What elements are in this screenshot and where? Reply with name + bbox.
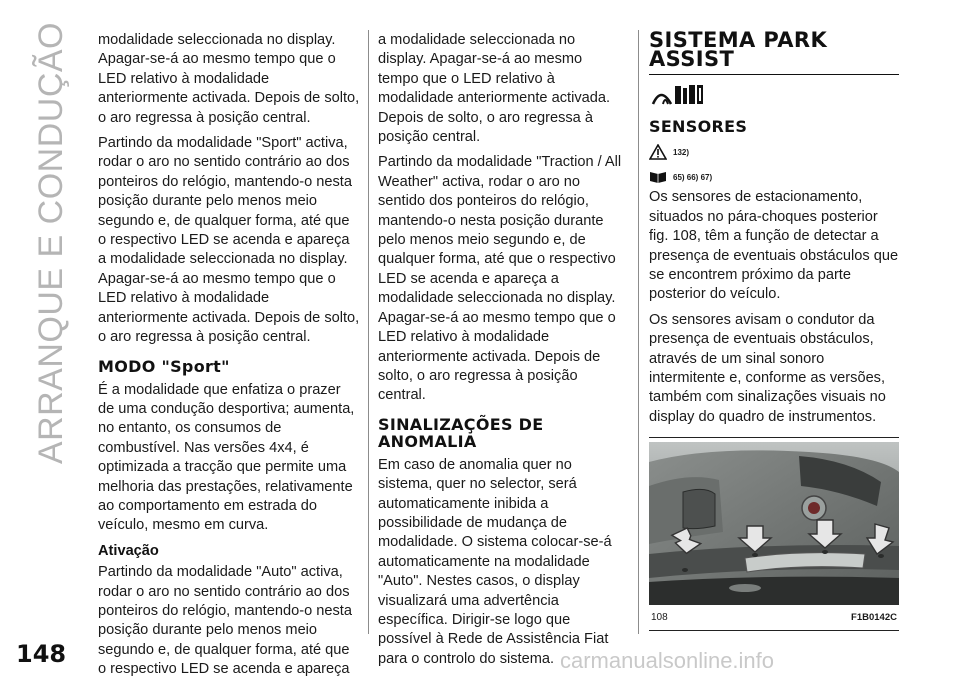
heading-modo-sport: MODO "Sport"	[98, 356, 230, 376]
watermark: carmanualsonline.info	[560, 648, 775, 673]
figure-bottom-rule	[649, 630, 899, 631]
figure-108	[649, 437, 899, 630]
column-divider	[368, 30, 369, 634]
paragraph: Partindo da modalidade "Traction / All Weather" activa, rodar o aro no sentido dos ponteiros do relógio, mantendo-o nesta posição durante pelo menos meio segundo e, de qualquer forma, até que o respectivo LED se acenda e apareça a modalidade seleccionada no display. Apagar-se-á ao mesmo tempo que o LED relativo à modalidade anteriormente activada. Depois de solto, o aro regressa à posição central.	[378, 154, 622, 404]
car-rear-bumper-image	[649, 442, 899, 605]
note-ref-text: 65) 66) 67)	[673, 172, 713, 182]
paragraph: Partindo da modalidade "Sport" activa, rodar o aro no sentido contrário ao dos ponteiros do relógio, mantendo-o nesta posição durante pelo menos meio segundo e, de qualquer forma, até que o respectivo LED se acenda e apareça a modalidade seleccionada no display. Apagar-se-á ao mesmo tempo que o LED relativo à modalidade anteriormente activada. Depois de solto, o aro regressa à posição central.	[98, 135, 360, 346]
column-3	[649, 28, 899, 631]
paragraph: Os sensores de estacionamento, situados no pára-choques posterior fig. 108, têm a função de detectar a presença de eventuais obstáculos que se encontrem próximo da parte posterior do veículo.	[649, 189, 899, 303]
park-assist-symbol-icon	[649, 81, 899, 109]
paragraph: É a modalidade que enfatiza o prazer de uma condução desportiva; aumenta, no entanto, os consumos de combustível. Nas versões 4x4, é optimizada a tracção que permite uma melhoria das prestações, relativamente ao comportamento em estrada do veículo, mesmo em curva.	[98, 381, 355, 534]
figure-caption	[649, 608, 899, 627]
section-title: SISTEMA PARK ASSIST	[649, 31, 899, 75]
paragraph: a modalidade seleccionada no display. Apagar-se-á ao mesmo tempo que o LED relativo à modalidade anteriormente activada. Depois de solto, o aro regressa à posição central.	[378, 32, 611, 146]
page-number: 148	[16, 640, 67, 668]
heading-sinalizacoes-anomalia: SINALIZAÇÕES DE ANOMALIA	[378, 414, 544, 451]
chapter-side-tab	[20, 18, 82, 465]
figure-code: F1B0142C	[851, 612, 897, 624]
heading-sensores: SENSORES	[649, 117, 748, 136]
paragraph: Os sensores avisam o condutor da presença de eventuais obstáculos, através de um sinal sonoro intermitente e, conforme as versões, também com sinalizações visuais no display do quadro de instrumentos.	[649, 311, 886, 425]
note-reference	[649, 164, 899, 188]
paragraph: Partindo da modalidade "Auto" activa, rodar o aro no sentido contrário ao dos ponteiros do relógio, mantendo-o nesta posição durante pelo menos meio segundo e, de qualquer forma, até que o respectivo LED se acenda e apareça	[98, 564, 352, 678]
column-1	[98, 31, 360, 686]
open-book-icon	[649, 169, 667, 183]
warning-ref-text: 132)	[673, 147, 690, 157]
paragraph: Em caso de anomalia quer no sistema, quer no selector, será automaticamente inibida a possibilidade de mudança de modalidade. O sistema colocar-se-á automaticamente na modalidade "Auto". Nestes casos, o display visualizará uma advertência específica. Dirigir-se logo que possível à Rede de Assistência Fiat para o controlo do sistema.	[378, 456, 612, 667]
paragraph: modalidade seleccionada no display. Apagar-se-á ao mesmo tempo que o LED relativo à modalidade anteriormente activada. Depois de solto, o aro regressa à posição central.	[98, 32, 360, 126]
warning-triangle-icon	[649, 144, 667, 160]
warning-reference	[649, 140, 899, 164]
column-divider	[638, 30, 639, 634]
figure-number: 108	[651, 612, 668, 624]
subheading-ativacao: Ativação	[98, 542, 159, 559]
column-2	[378, 31, 624, 675]
chapter-title: ARRANQUE E CONDUÇÃO	[32, 22, 70, 465]
figure-top-rule	[649, 437, 899, 438]
